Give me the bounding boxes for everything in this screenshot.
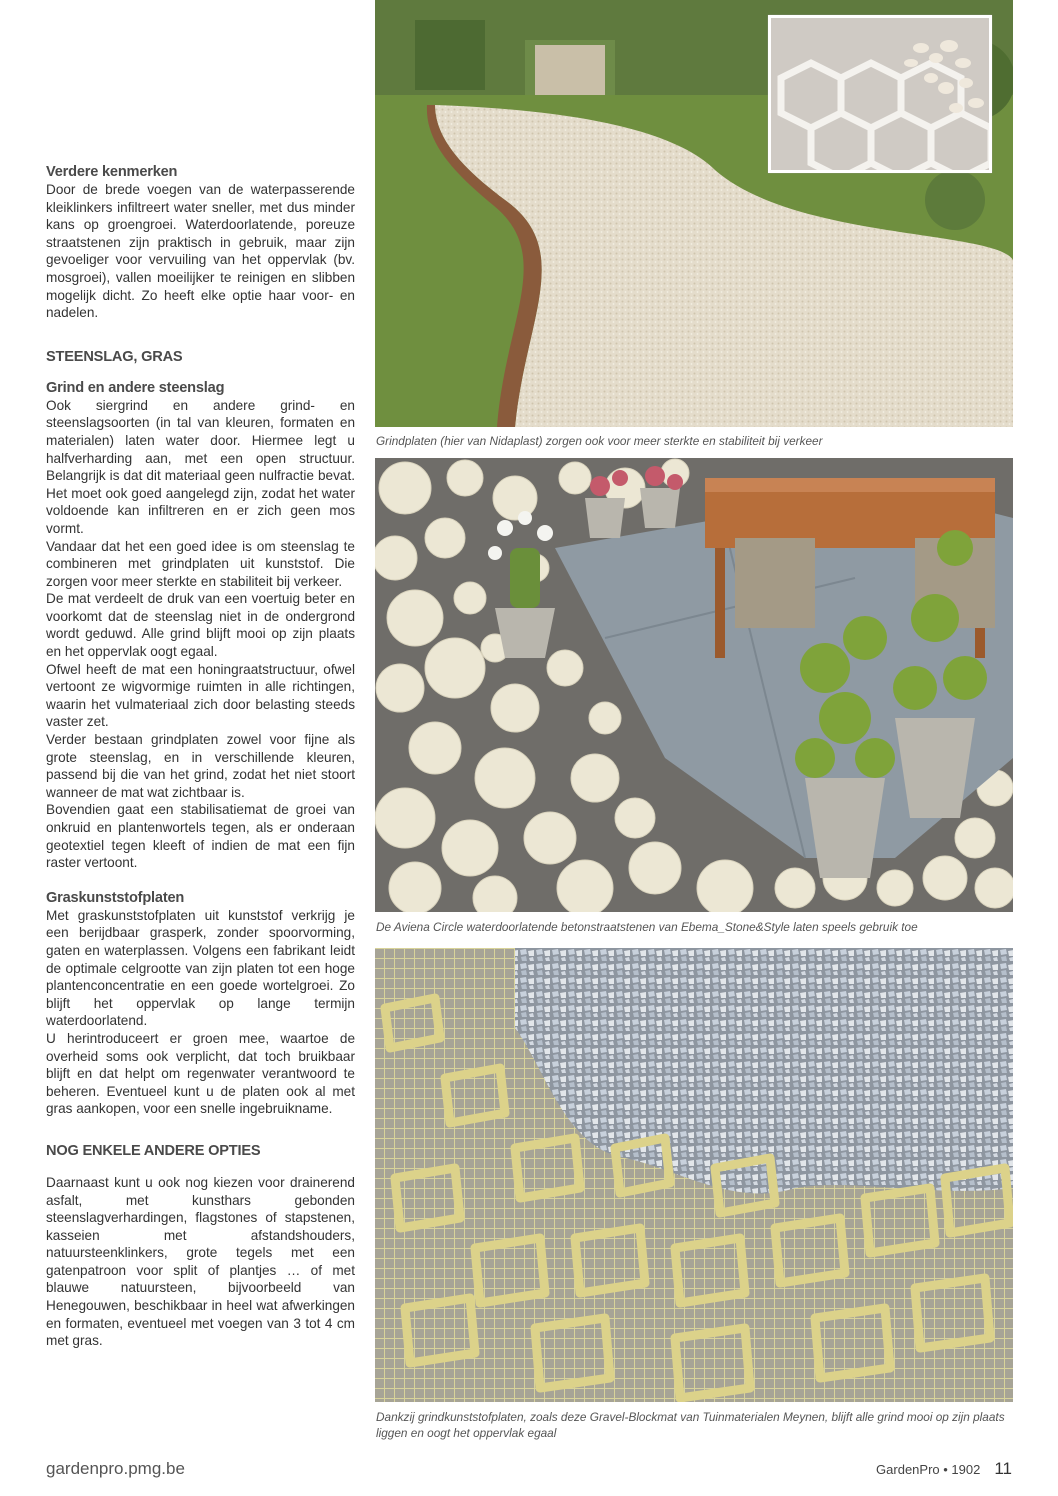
paragraph: U herintroduceert er groen mee, waartoe de overheid soms ook verplicht, dat toch bruikbaar blijft en dat helpt om regenwater verantwoord te beheren. Eventueel kunt u de platen ook al met gras aankopen, voor een snelle ingebruikname. (46, 1030, 355, 1117)
subhead-graskunststofplaten: Graskunststofplaten (46, 889, 185, 906)
paragraph: Bovendien gaat een stabilisatiemat de groei van onkruid en plantenwortels tegen, als er onderaan geotextiel tegen kleeft of indien de mat een fijn raster vertoont. (46, 802, 355, 871)
paragraph: Vandaar dat het een goed idee is om steenslag te combineren met grindplaten uit kunststof. Die zorgen voor meer sterkte en stabiliteit bij verkeer. (46, 538, 355, 589)
honeycomb-illustration (771, 18, 989, 170)
paragraph: Door de brede voegen van de waterpasserende kleiklinkers infiltreert water sneller, met dus minder kans op groengroei. Waterdoorlatende, poreuze straatstenen zijn praktisch in gebruik, maar zijn gevoeliger voor vervuiling van het oppervlak (bv. mosgroei), vallen moeilijker te reinigen en slibben mogelijk dicht. Zo heeft elke optie haar voor- en nadelen. (46, 182, 355, 321)
section-heading-andere-opties: NOG ENKELE ANDERE OPTIES (46, 1142, 261, 1159)
paragraph: Verder bestaan grindplaten zowel voor fijne als grote steenslag, en in verschillende kleuren, passend bij die van het grind, zodat het niet stoort wanneer de mat wat zichtbaar is. (46, 732, 355, 800)
footer-magazine-issue: GardenPro • 1902 (876, 1462, 981, 1477)
caption-photo-3: Dankzij grindkunststofplaten, zoals deze Gravel-Blockmat van Tuinmaterialen Meynen, blijft alle grind mooi op zijn plaats liggen en oogt het oppervlak egaal (376, 1410, 1005, 1440)
paragraph: Ook siergrind en andere grind- en steenslagsoorten (in tal van kleuren, formaten en materialen) laten water door. Hiermee legt u halfverharding aan, met een open structuur. Belangrijk is dat dit materiaal geen nulfractie bevat. Het moet ook goed aangelegd zijn, zodat het water voldoende kan infiltreren en er zich geen mos vormt. (46, 397, 355, 536)
section-heading-steenslag: STEENSLAG, GRAS (46, 348, 183, 365)
paragraph: Daarnaast kunt u ook nog kiezen voor drainerend asfalt, met kunsthars gebonden steenslagverhardingen, flagstones of stapstenen, kasseien met afstandshouders, natuursteenklinkers, grote tegels met een gatenpatroon voor split of plantjes … of met blauwe natuursteen, bijvoorbeeld van Henegouwen, beschikbaar in heel wat afwerkingen en formaten, eventueel met voegen van 3 tot 4 cm met gras. (46, 1174, 355, 1349)
terrace-illustration (375, 458, 1013, 912)
article-text-column (46, 163, 355, 1350)
inset-photo-honeycomb-grid (768, 15, 992, 173)
photo-gravel-blockmat (375, 948, 1013, 1402)
caption-photo-1: Grindplaten (hier van Nidaplast) zorgen ook voor meer sterkte en stabiliteit bij verkeer (376, 434, 823, 448)
caption-photo-2: De Aviena Circle waterdoorlatende betonstraatstenen van Ebema_Stone&Style laten speels gebruik toe (376, 920, 918, 934)
subhead-grind: Grind en andere steenslag (46, 379, 225, 396)
paragraph: Met graskunststofplaten uit kunststof verkrijg je een berijdbaar grasperk, zonder spoorvorming, gaten en waterplassen. Volgens een fabrikant leidt de optimale celgrootte van zijn platen tot een hoge plantenconcentratie en een goede wortelgroei. Zo blijft het oppervlak op lange termijn waterdoorlatend. (46, 907, 355, 1029)
paragraph: Ofwel heeft de mat een honingraatstructuur, ofwel vertoont ze wigvormige ruimten in alle richtingen, waarin het vulmateriaal zich door belasting steeds vaster zet. (46, 661, 355, 730)
photo-circle-paving-terrace (375, 458, 1013, 912)
subhead-verdere-kenmerken: Verdere kenmerken (46, 164, 178, 180)
paragraph: De mat verdeelt de druk van een voertuig beter en voorkomt dat de steenslag niet in de ondergrond wordt geduwd. Alle grind blijft mooi op zijn plaats en het oppervlak oogt egaal. (46, 591, 355, 660)
footer-website-link[interactable]: gardenpro.pmg.be (46, 1459, 185, 1478)
footer-folio (876, 1459, 1012, 1479)
page-number: 11 (994, 1459, 1012, 1478)
blockmat-illustration (375, 948, 1013, 1402)
